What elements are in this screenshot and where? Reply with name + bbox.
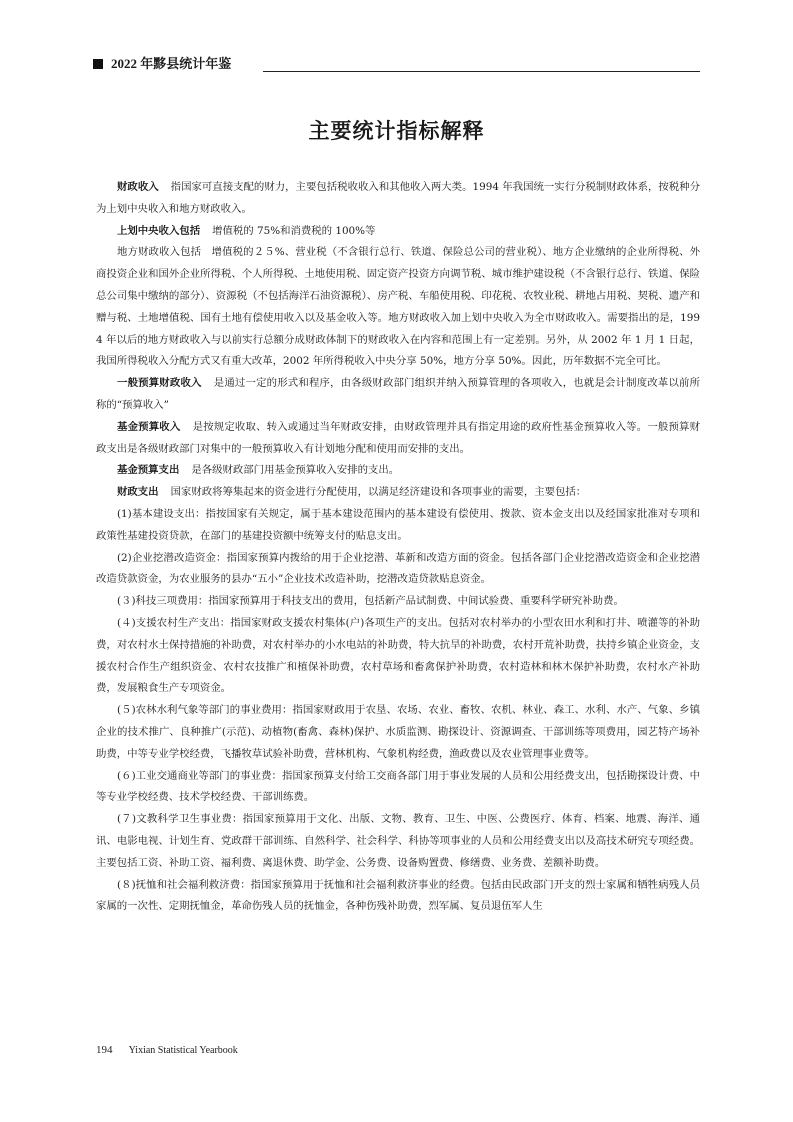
paragraph-text: 指国家可直接支配的财力，主要包括税收收入和其他收入两大类。1994 年我国统一实行分税制财政体系，按税种分为上划中央收入和地方财政收入。	[96, 181, 700, 215]
paragraph-text: (４)支援农村生产支出：指国家财政支援农村集体(户)各项生产的支出。包括对农村举办的小型农田水利和打井、喷灌等的补助费，对农村水土保持措施的补助费，对农村举办的小水电站的补助费，特大抗旱的补助费，农村开荒补助费，扶持乡镇企业资金，支援农村合作生产组织资金、农村农技推广和植保补助费，农村草场和畜禽保护补助费，农村造林和林木保护补助费，农村水产补助费，发展粮食生产专项资金。	[96, 616, 700, 695]
publication-name: Yixian Statistical Yearbook	[128, 1045, 238, 1056]
page-title: 主要统计指标解释	[308, 119, 485, 143]
paragraph	[96, 417, 700, 461]
paragraph	[96, 591, 700, 613]
paragraph	[96, 548, 700, 592]
paragraph-text: (３)科技三项费用：指国家预算用于科技支出的费用，包括新产品试制费、中间试验费、重要科学研究补助费。	[117, 595, 624, 608]
term-label: 基金预算支出	[117, 464, 180, 477]
paragraph-text: 是按规定收取、转入或通过当年财政安排，由财政管理并具有指定用途的政府性基金预算收入等。一般预算财政支出是各级财政部门对集中的一般预算收入有计划地分配和使用而安排的支出。	[96, 420, 701, 455]
paragraph	[96, 809, 700, 874]
paragraph	[96, 373, 700, 417]
paragraph	[96, 766, 700, 810]
paragraph	[96, 700, 700, 765]
running-header	[93, 55, 700, 79]
paragraph	[96, 242, 700, 373]
page-footer	[96, 1044, 238, 1060]
paragraph-text: (６)工业交通商业等部门的事业费：指国家预算支付给工交商各部门用于事业发展的人员和公用经费支出，包括勘探设计费、中等专业学校经费、技术学校经费、干部训练费。	[96, 769, 700, 804]
paragraph-text: (８)抚恤和社会福利救济费：指国家预算用于抚恤和社会福利救济事业的经费。包括由民政部门开支的烈士家属和牺牲病残人员家属的一次性、定期抚恤金，革命伤残人员的抚恤金，各种伤残补助费，烈军属、复员退伍军人生	[96, 878, 700, 913]
paragraph	[96, 221, 700, 243]
paragraph	[96, 875, 700, 919]
paragraph-text: 地方财政收入包括 增值税的２５%、营业税（不含银行总行、铁道、保险总公司的营业税）、地方企业缴纳的企业所得税、外商投资企业和国外企业所得税、个人所得税、土地使用税、固定资产投资方向调节税、城市维护建设税（不含银行总行、铁道、保险总公司集中缴纳的部分）、资源税（不包括海洋石油资源税）、房产税、车船使用税、印花税、农牧业税、耕地占用税、契税、遗产和赠与税、土地增值税、国有土地有偿使用收入以及基金收入等。地方财政收入加上划中央收入为全市财政收入。需要指出的是，1994 年以后的地方财政收入与以前实行总额分成财政体制下的财政收入在内容和范围上有一定差别。另外，从 2002 年 1 月 1 日起，我国所得税收入分配方式又有重大改革，2002 年所得税收入中央分享 50%，地方分享 50%。因此，历年数据不完全可比。	[96, 246, 701, 368]
paragraph	[96, 460, 700, 482]
body-text	[96, 177, 700, 918]
paragraph-text: (1)基本建设支出：指按国家有关规定，属于基本建设范围内的基本建设有偿使用、拨款、资本金支出以及经国家批准对专项和政策性基建投资贷款，在部门的基建投资额中统筹支付的贴息支出。	[96, 507, 700, 542]
header-title: 2022 年黟县统计年鉴	[111, 56, 232, 71]
paragraph-text: (７)文教科学卫生事业费：指国家预算用于文化、出版、文物、教育、卫生、中医、公费医疗、体育、档案、地震、海洋、通讯、电影电视、计划生育、党政群干部训练、自然科学、社会科学、科协等项事业的人员和公用经费支出以及高技术研究专项经费。主要包括工资、补助工资、福利费、离退休费、助学金、公务费、设备购置费、修缮费、业务费、差额补助费。	[96, 813, 700, 869]
paragraph-text: (５)农林水利气象等部门的事业费用：指国家财政用于农垦、农场、农业、畜牧、农机、林业、森工、水利、水产、气象、乡镇企业的技术推广、良种推广(示范)、动植物(畜禽、森林)保护、水质监测、勘探设计、资源调查、干部训练等项费用，园艺特产场补助费，中等专业学校经费，飞播牧草试验补助费，营林机构、气象机构经费，渔政费以及农业管理事业费等。	[96, 704, 700, 760]
term-label: 财政收入	[117, 181, 159, 193]
paragraph-text: 是通过一定的形式和程序，由各级财政部门组织并纳入预算管理的各项收入，也就是会计制度改革以前所称的“预算收入”	[96, 377, 700, 411]
header-square-bullet	[93, 59, 103, 69]
term-label: 基金预算收入	[117, 420, 181, 433]
page-number: 194	[96, 1044, 113, 1056]
term-label: 一般预算财政收入	[117, 377, 202, 390]
header-rule	[263, 71, 700, 72]
paragraph-text: (2)企业挖潜改造资金：指国家预算内拨给的用于企业挖潜、革新和改造方面的资金。包括各部门企业挖潜改造资金和企业挖潜改造贷款资金，为农业服务的县办“五小”企业技术改造补助，挖潜改造贷款贴息资金。	[96, 551, 700, 586]
term-label: 上划中央收入包括	[117, 224, 201, 237]
paragraph-text: 国家财政将筹集起来的资金进行分配使用，以满足经济建设和各项事业的需要，主要包括：	[170, 486, 587, 499]
paragraph	[96, 482, 700, 504]
paragraph	[96, 504, 700, 548]
term-label: 财政支出	[117, 486, 159, 499]
paragraph	[96, 177, 700, 221]
paragraph-text: 是各级财政部门用基金预算收入安排的支出。	[191, 464, 400, 477]
paragraph-text: 增值税的 75%和消费税的 100%等	[212, 224, 376, 237]
paragraph	[96, 613, 700, 700]
